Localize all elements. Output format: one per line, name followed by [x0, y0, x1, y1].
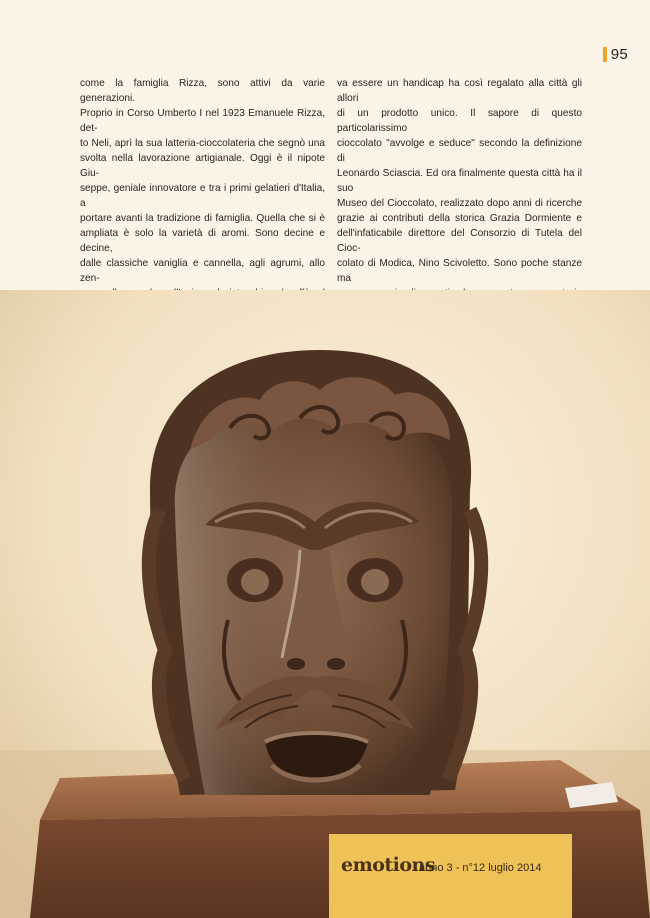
article-line: svolta nella lavorazione artigianale. Oggi è il nipote Giu- — [80, 153, 325, 179]
page-number-accent-bar — [603, 47, 607, 62]
article-line: seppe, geniale innovatore e tra i primi gelatieri d'Italia, a — [80, 183, 325, 209]
page-number-block — [603, 46, 628, 63]
article-line: ampliata è solo la varietà di aromi. Sono decine e decine, — [80, 228, 325, 254]
article-line: dell'infaticabile direttore del Consorzio di Tutela del Cioc- — [337, 228, 582, 254]
article-line: di un prodotto unico. Il sapore di questo particolarissimo — [337, 108, 582, 134]
magazine-footer — [329, 834, 572, 918]
magazine-logo: emotions — [341, 854, 436, 876]
issue-info: anno 3 - n°12 luglio 2014 — [419, 862, 542, 874]
article-line: portare avanti la tradizione di famiglia. Quella che si è — [80, 213, 325, 224]
article-line: Proprio in Corso Umberto I nel 1923 Emanuele Rizza, det- — [80, 108, 325, 134]
article-line: dalle classiche vaniglia e cannella, agli agrumi, allo zen- — [80, 258, 325, 284]
article-line: Leonardo Sciascia. Ed ora finalmente questa città ha il suo — [337, 168, 582, 194]
article-line: grazie ai contributi della storica Grazia Dormiente e — [337, 213, 582, 224]
article-line: to Neli, aprì la sua latteria-cioccolateria che segnò una — [80, 138, 325, 149]
page-number: 95 — [610, 46, 628, 63]
article-line: colato di Modica, Nino Scivoletto. Sono poche stanze ma — [337, 258, 582, 284]
article-line: come la famiglia Rizza, sono attivi da varie generazioni. — [80, 78, 325, 104]
article-line: Museo del Cioccolato, realizzato dopo anni di ricerche — [337, 198, 582, 209]
chocolate-mask-photo — [0, 290, 650, 918]
article-line: va essere un handicap ha così regalato alla città gli allori — [337, 78, 582, 104]
article-line: cioccolato "avvolge e seduce" secondo la definizione di — [337, 138, 582, 164]
